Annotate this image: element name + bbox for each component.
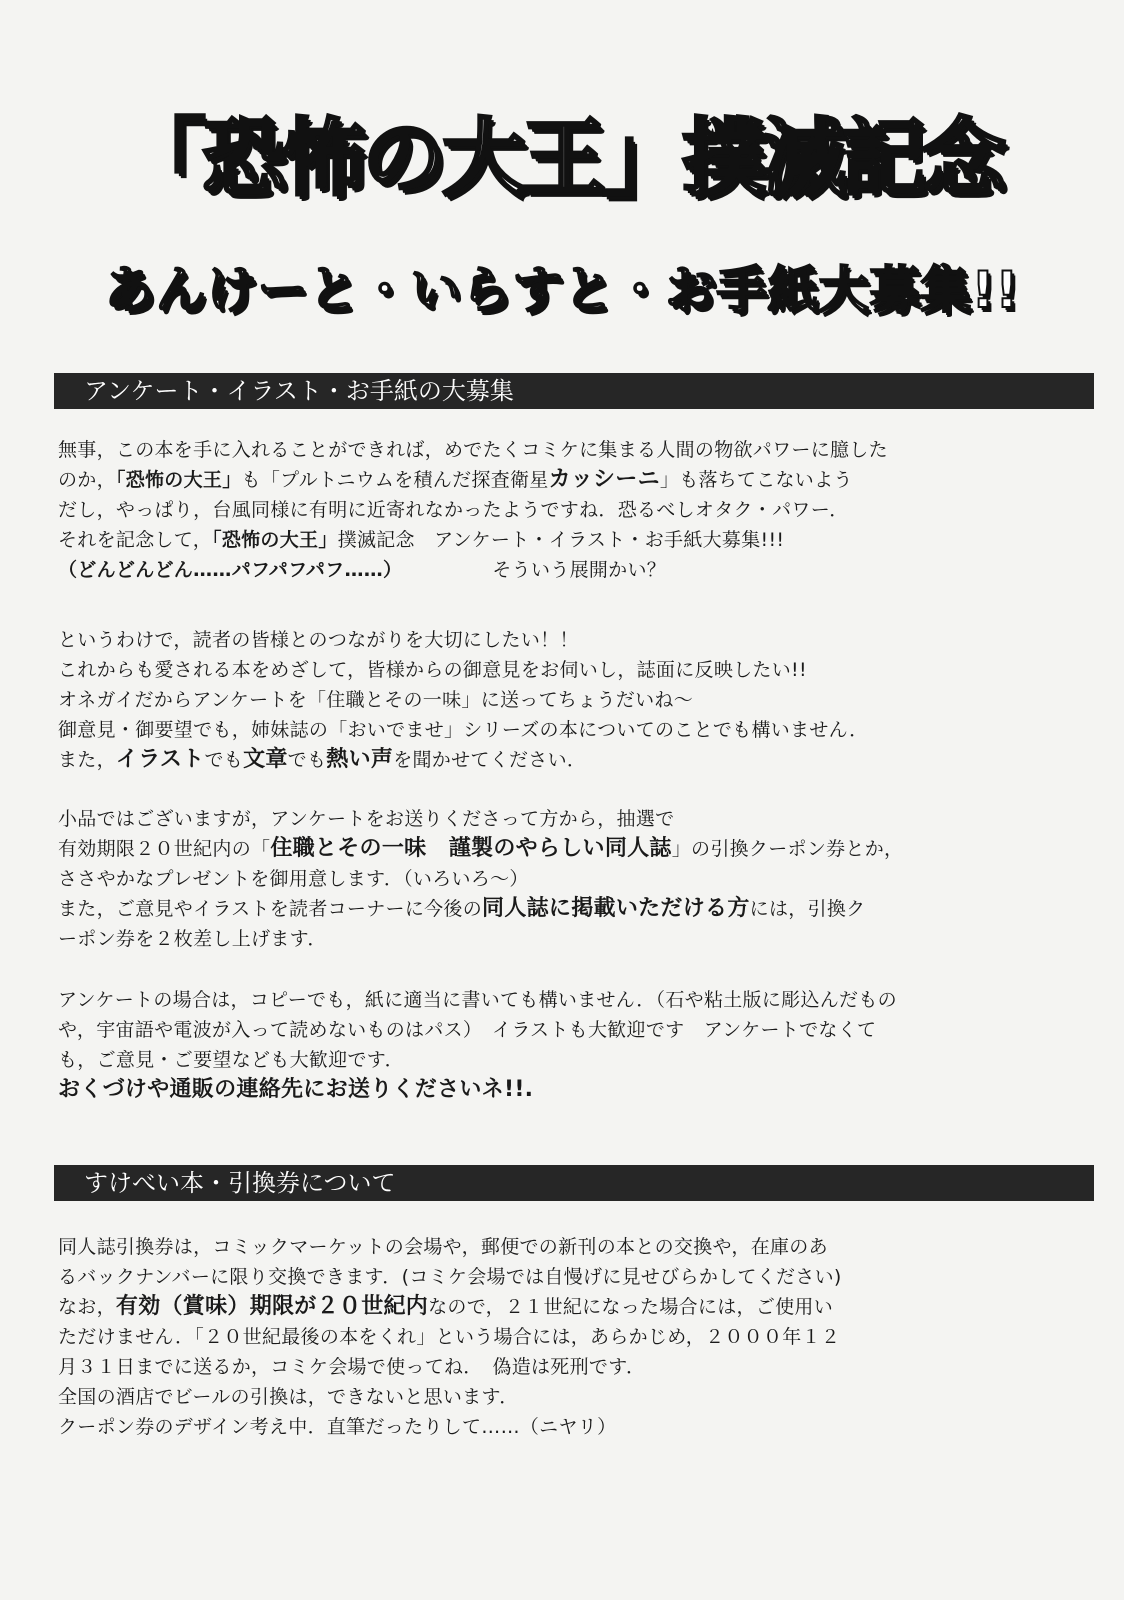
emphasis-text: 文章 bbox=[243, 747, 288, 772]
text-span: 御意見・御要望でも，姉妹誌の「おいでませ」シリーズの本についてのことでも構いません． bbox=[58, 719, 869, 741]
text-span: 有効期限２０世紀内の「 bbox=[58, 838, 271, 860]
text-line bbox=[58, 465, 1098, 495]
emphasis-text: イラスト bbox=[115, 747, 205, 772]
text-span: や，宇宙語や電波が入って読めないものはパス） イラストも大歓迎です アンケートでなくて bbox=[58, 1019, 877, 1041]
text-span: のか， bbox=[58, 469, 116, 491]
text-line bbox=[58, 894, 1098, 924]
section-heading-coupon: すけべい本・引換券について bbox=[54, 1165, 1094, 1201]
text-span: 」も落ちてこないよう bbox=[659, 469, 853, 491]
paragraph-coupon bbox=[58, 1232, 1098, 1442]
text-span: るバックナンバーに限り交換できます．(コミケ会場では自慢げに見せびらかしてください) bbox=[58, 1266, 842, 1288]
text-line bbox=[58, 525, 1098, 555]
text-line bbox=[58, 1352, 1098, 1382]
text-span: クーポン券のデザイン考え中．直筆だったりして……（ニヤリ） bbox=[58, 1416, 617, 1438]
text-line bbox=[58, 1322, 1098, 1352]
text-line bbox=[58, 685, 1098, 715]
text-span: また，ご意見やイラストを読者コーナーに今後の bbox=[58, 898, 483, 920]
paragraph-present bbox=[58, 804, 1098, 954]
text-span: ささやかなプレゼントを御用意します．（いろいろ～） bbox=[58, 868, 529, 890]
text-span: ーポン券を２枚差し上げます． bbox=[58, 928, 327, 950]
text-span: 同人誌引換券は，コミックマーケットの会場や，郵便での新刊の本との交換や，在庫のあ bbox=[58, 1236, 828, 1258]
text-span: 全国の酒店でビールの引換は，できないと思います． bbox=[58, 1386, 519, 1408]
text-line bbox=[58, 834, 1098, 864]
text-span: には，引換ク bbox=[749, 898, 866, 920]
text-span: だし，やっぱり，台風同様に有明に近寄れなかったようですね．恐るべしオタク・パワー． bbox=[58, 499, 849, 521]
text-span: 月３１日までに送るか，コミケ会場で使ってね． 偽造は死刑です． bbox=[58, 1356, 646, 1378]
text-span: アンケートの場合は，コピーでも，紙に適当に書いても構いません．（石や粘土版に彫込んだもの bbox=[58, 989, 897, 1011]
text-line bbox=[58, 1075, 1098, 1105]
emphasis-text: 「恐怖の大王」 bbox=[212, 529, 338, 551]
text-line bbox=[58, 625, 1098, 655]
text-line bbox=[58, 924, 1098, 954]
text-line bbox=[58, 745, 1098, 775]
emphasis-text: 熱い声 bbox=[326, 747, 394, 772]
paragraph-intro bbox=[58, 435, 1098, 585]
text-span: も，ご意見・ご要望なども大歓迎です． bbox=[58, 1049, 404, 1071]
text-span: でも bbox=[287, 749, 327, 771]
emphasis-text: 同人誌に掲載いただける方 bbox=[482, 896, 750, 921]
text-span: それを記念して， bbox=[58, 529, 213, 551]
text-span: でも bbox=[204, 749, 244, 771]
text-span: を聞かせてください． bbox=[393, 749, 587, 771]
text-line bbox=[58, 655, 1098, 685]
text-span: 小品ではございますが，アンケートをお送りくださって方から，抽選で bbox=[58, 808, 675, 830]
emphasis-text: （どんどんどん……パフパフパフ……） bbox=[58, 559, 403, 581]
text-span: そういう展開かい？ bbox=[492, 559, 667, 581]
text-line bbox=[58, 864, 1098, 894]
emphasis-text: 「恐怖の大王」 bbox=[115, 469, 242, 491]
text-line bbox=[58, 1262, 1098, 1292]
text-span: これからも愛される本をめざして，皆様からの御意見をお伺いし，誌面に反映したい!! bbox=[58, 659, 807, 681]
page-subtitle: あんけーと・いらすと・お手紙大募集!! bbox=[104, 261, 1020, 319]
text-span: なお， bbox=[58, 1296, 116, 1318]
text-span: 」の引換クーポン券とか， bbox=[671, 838, 904, 860]
section-heading-survey: アンケート・イラスト・お手紙の大募集 bbox=[54, 373, 1094, 409]
text-span: なので，２１世紀になった場合には，ご使用い bbox=[428, 1296, 834, 1318]
text-line bbox=[58, 1292, 1098, 1322]
emphasis-text: おくづけや通販の連絡先にお送りくださいネ!!. bbox=[58, 1077, 534, 1102]
text-span: ただけません．「２０世紀最後の本をくれ」という場合には，あらかじめ，２０００年１２ bbox=[58, 1326, 841, 1348]
paragraph-survey-format bbox=[58, 985, 1098, 1105]
text-line bbox=[58, 1045, 1098, 1075]
text-line bbox=[58, 804, 1098, 834]
emphasis-text: 住職とその一味 謹製の bbox=[270, 836, 516, 861]
text-line bbox=[58, 1015, 1098, 1045]
text-span: というわけで，読者の皆様とのつながりを大切にしたい！！ bbox=[58, 629, 579, 651]
text-line bbox=[58, 1232, 1098, 1262]
text-line bbox=[58, 1412, 1098, 1442]
text-span: も「プルトニウムを積んだ探査衛星 bbox=[241, 469, 549, 491]
paragraph-request bbox=[58, 625, 1098, 775]
text-line bbox=[58, 555, 1098, 585]
text-line bbox=[58, 985, 1098, 1015]
text-span: 撲滅記念 アンケート・イラスト・お手紙大募集!!! bbox=[337, 529, 785, 551]
emphasis-text: カッシーニ bbox=[548, 467, 660, 492]
text-line bbox=[58, 715, 1098, 745]
text-span: また， bbox=[58, 749, 116, 771]
text-line bbox=[58, 435, 1098, 465]
text-line bbox=[58, 495, 1098, 525]
text-line bbox=[58, 1382, 1098, 1412]
page-title: 「恐怖の大王」撲滅記念 bbox=[121, 109, 1002, 207]
emphasis-text: 有効（賞味）期限が２０世紀内 bbox=[115, 1294, 429, 1319]
text-span: オネガイだからアンケートを「住職とその一味」に送ってちょうだいね～ bbox=[58, 689, 694, 711]
text-span: 無事，この本を手に入れることができれば，めでたくコミケに集まる人間の物欲パワーに臆した bbox=[58, 439, 888, 461]
emphasis-text: やらしい同人誌 bbox=[515, 836, 672, 861]
